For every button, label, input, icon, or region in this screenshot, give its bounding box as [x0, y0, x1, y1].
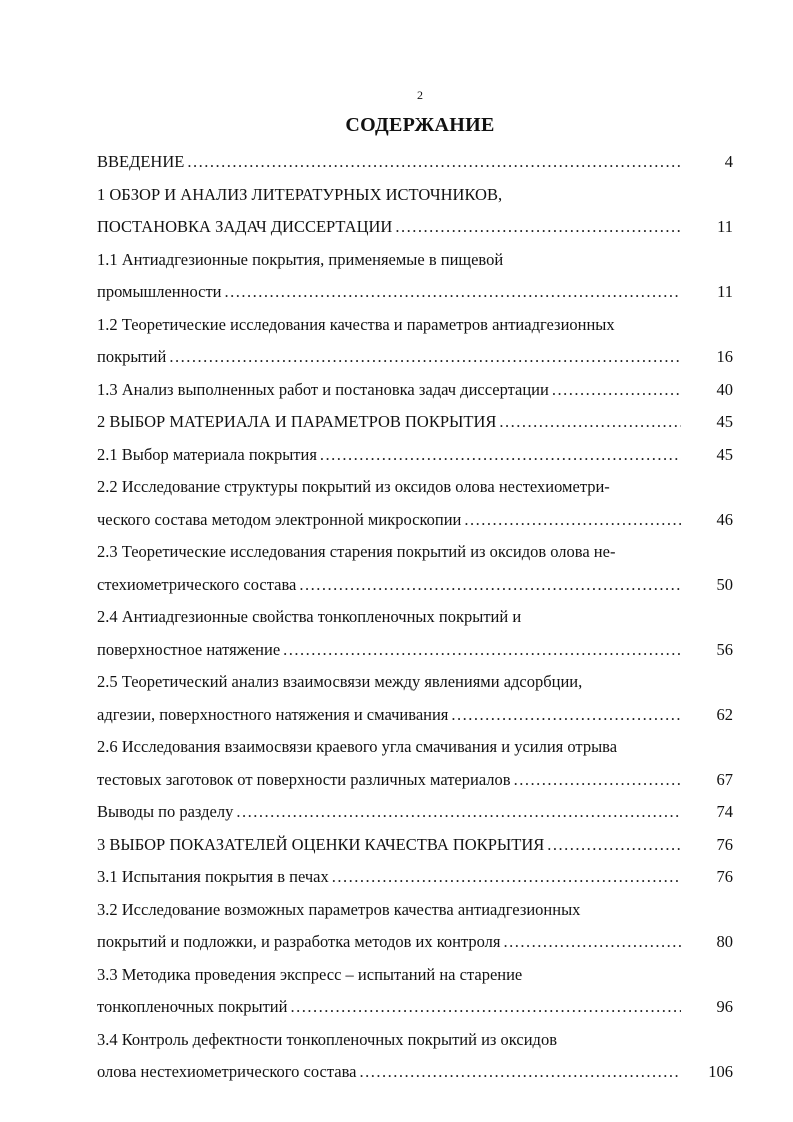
toc-entry — [97, 731, 733, 796]
toc-page-number: 11 — [717, 282, 733, 301]
toc-entry — [97, 666, 733, 731]
toc-entry-title: ческого состава методом электронной микроскопии — [97, 509, 462, 529]
toc-entry — [97, 406, 733, 439]
toc-line — [97, 601, 733, 634]
toc-entry-title: 3.1 Испытания покрытия в печах — [97, 867, 329, 886]
dot-leader — [464, 504, 681, 537]
toc-entry — [97, 1024, 733, 1089]
toc-page-number: 45 — [716, 444, 733, 464]
toc-entry-title: 1.1 Антиадгезионные покрытия, применяемые в пищевой — [97, 249, 504, 269]
dot-leader — [187, 146, 681, 179]
toc-entry-title: поверхностное натяжение — [97, 639, 281, 659]
toc-line — [97, 439, 733, 472]
toc-entry-title: тонкопленочных покрытий — [97, 997, 288, 1016]
toc-page-number: 4 — [724, 152, 733, 171]
toc-entry-title: 2 ВЫБОР МАТЕРИАЛА И ПАРАМЕТРОВ ПОКРЫТИЯ — [97, 412, 497, 431]
toc-line — [97, 796, 733, 829]
dot-leader — [283, 634, 681, 667]
toc-entry-title: 2.2 Исследование структуры покрытий из оксидов олова нестехиометри- — [97, 477, 610, 496]
toc-page-number: 67 — [716, 769, 733, 789]
toc-line — [97, 991, 733, 1024]
toc-entry-title: 2.3 Теоретические исследования старения покрытий из оксидов олова не- — [97, 542, 616, 561]
toc-line — [97, 309, 733, 342]
dot-leader — [499, 406, 681, 439]
dot-leader — [320, 439, 681, 472]
toc-entry — [97, 959, 733, 1024]
dot-leader — [514, 764, 681, 797]
toc-entry-title: ПОСТАНОВКА ЗАДАЧ ДИССЕРТАЦИИ — [97, 217, 393, 236]
toc-entry-title: промышленности — [97, 282, 222, 301]
toc-entry — [97, 861, 733, 894]
toc-entry — [97, 374, 733, 407]
toc-page-number: 96 — [716, 997, 733, 1016]
toc-entry-title: олова нестехиометрического состава — [97, 1062, 357, 1081]
dot-leader — [547, 829, 681, 862]
toc-entry — [97, 179, 733, 244]
toc-line — [97, 731, 733, 764]
toc-page-number: 80 — [716, 932, 733, 951]
toc-entry-title: тестовых заготовок от поверхности различных материалов — [97, 769, 511, 789]
dot-leader — [395, 211, 681, 244]
toc-line — [97, 504, 733, 537]
toc-line — [97, 146, 733, 179]
dot-leader — [332, 861, 681, 894]
toc-line — [97, 211, 733, 244]
toc-line — [97, 1056, 733, 1089]
toc-line — [97, 471, 733, 504]
toc-entry — [97, 829, 733, 862]
toc-entry-title: 1.2 Теоретические исследования качества и параметров антиадгезионных — [97, 314, 615, 334]
toc-line — [97, 276, 733, 309]
toc-entry-title: 2.1 Выбор материала покрытия — [97, 444, 317, 464]
toc-line — [97, 341, 733, 374]
toc-entry-title: 1 ОБЗОР И АНАЛИЗ ЛИТЕРАТУРНЫХ ИСТОЧНИКОВ, — [97, 184, 503, 204]
toc-line — [97, 764, 733, 797]
dot-leader — [225, 276, 682, 309]
toc-entry — [97, 244, 733, 309]
toc-entry-title: 2.6 Исследования взаимосвязи краевого угла смачивания и усилия отрыва — [97, 737, 618, 756]
dot-leader — [290, 991, 681, 1024]
toc-line — [97, 406, 733, 439]
toc-line — [97, 894, 733, 927]
toc-line — [97, 1024, 733, 1057]
toc-entry — [97, 471, 733, 536]
dot-leader — [236, 796, 681, 829]
toc-page-number: 56 — [716, 639, 733, 659]
toc-page-number: 40 — [716, 379, 733, 399]
table-of-contents — [97, 146, 733, 1089]
toc-entry-title: 2.4 Антиадгезионные свойства тонкопленочных покрытий и — [97, 607, 522, 626]
toc-entry — [97, 536, 733, 601]
toc-entry-title: покрытий и подложки, и разработка методов их контроля — [97, 932, 501, 951]
toc-entry — [97, 309, 733, 374]
toc-page-number: 76 — [716, 834, 733, 854]
page-title: СОДЕРЖАНИЕ — [345, 114, 495, 136]
dot-leader — [169, 341, 681, 374]
toc-line — [97, 536, 733, 569]
toc-entry — [97, 894, 733, 959]
toc-entry-title: 3.2 Исследование возможных параметров качества антиадгезионных — [97, 899, 581, 919]
toc-line — [97, 244, 733, 277]
toc-entry-title: 3.4 Контроль дефектности тонкопленочных покрытий из оксидов — [97, 1029, 557, 1049]
toc-entry-title: стехиометрического состава — [97, 574, 297, 594]
toc-page-number: 45 — [716, 412, 733, 431]
toc-entry-title: 1.3 Анализ выполненных работ и постановка задач диссертации — [97, 379, 549, 399]
dot-leader — [552, 374, 681, 407]
toc-line — [97, 179, 733, 212]
dot-leader — [359, 1056, 681, 1089]
toc-entry-title: 3.3 Методика проведения экспресс – испытаний на старение — [97, 964, 523, 984]
toc-line — [97, 374, 733, 407]
toc-page-number: 62 — [716, 704, 733, 724]
toc-entry — [97, 146, 733, 179]
toc-entry — [97, 439, 733, 472]
toc-entry-title: 2.5 Теоретический анализ взаимосвязи между явлениями адсорбции, — [97, 672, 583, 691]
toc-page-number: 16 — [716, 347, 733, 366]
dot-leader — [299, 569, 681, 602]
dot-leader — [504, 926, 681, 959]
toc-entry-title: Выводы по разделу — [97, 802, 234, 821]
toc-entry-title: покрытий — [97, 347, 167, 366]
toc-page-number: 11 — [717, 217, 733, 236]
toc-line — [97, 666, 733, 699]
toc-entry-title: ВВЕДЕНИЕ — [97, 152, 185, 171]
toc-line — [97, 959, 733, 992]
toc-page-number: 74 — [716, 802, 733, 821]
toc-page-number: 106 — [708, 1062, 733, 1081]
page-number: 2 — [417, 88, 423, 102]
toc-line — [97, 829, 733, 862]
toc-line — [97, 861, 733, 894]
toc-page-number: 50 — [716, 574, 733, 594]
toc-page-number: 46 — [716, 509, 733, 529]
toc-entry — [97, 601, 733, 666]
toc-page-number: 76 — [716, 867, 733, 886]
toc-line — [97, 926, 733, 959]
toc-line — [97, 569, 733, 602]
dot-leader — [451, 699, 681, 732]
toc-entry — [97, 796, 733, 829]
toc-entry-title: адгезии, поверхностного натяжения и смачивания — [97, 704, 449, 724]
toc-line — [97, 699, 733, 732]
toc-line — [97, 634, 733, 667]
toc-entry-title: 3 ВЫБОР ПОКАЗАТЕЛЕЙ ОЦЕНКИ КАЧЕСТВА ПОКРЫТИЯ — [97, 834, 545, 854]
